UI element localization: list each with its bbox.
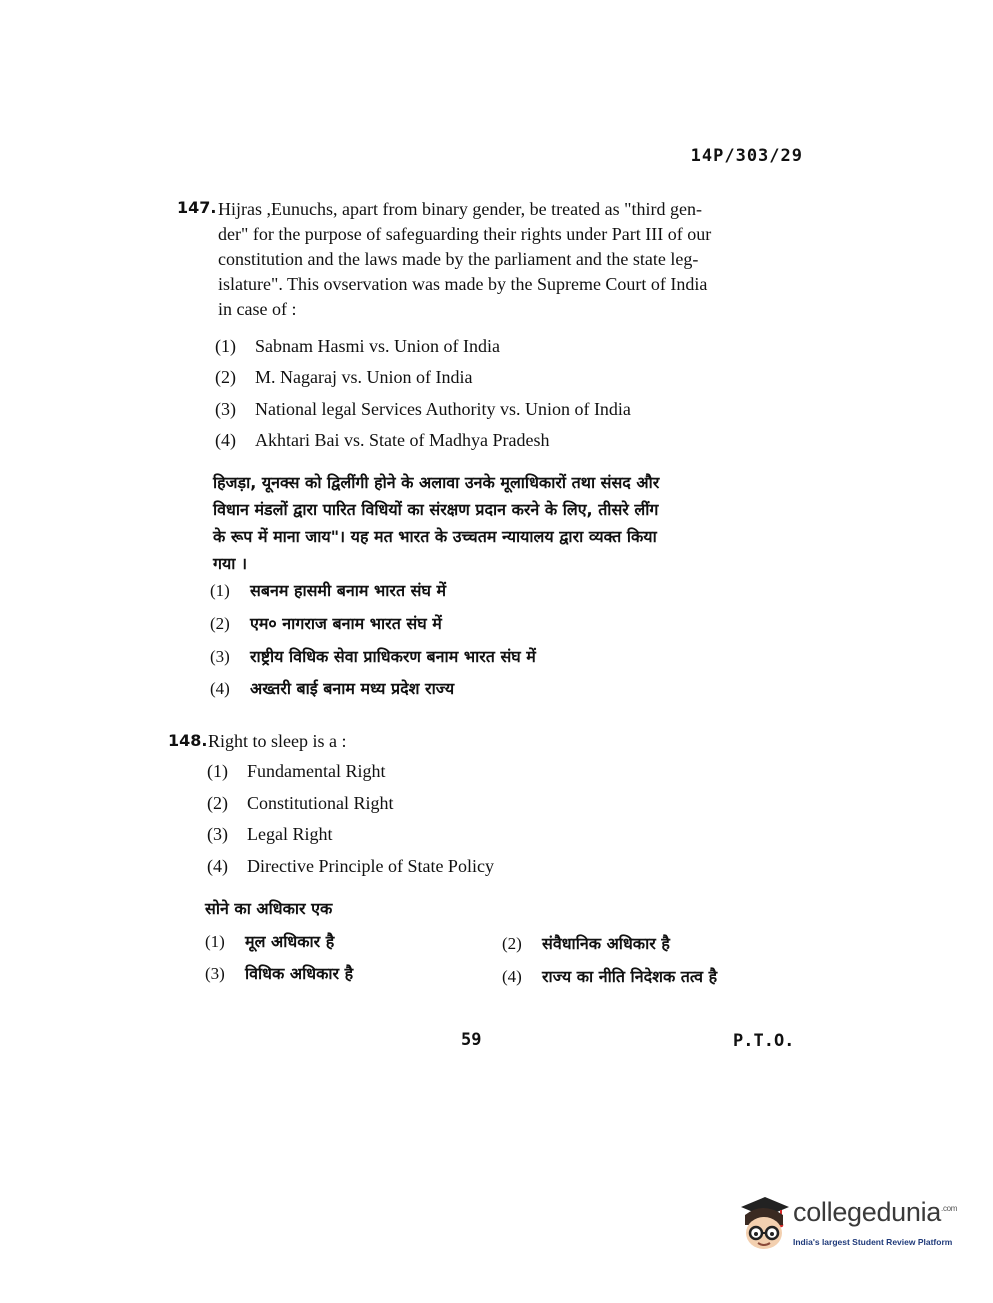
- page-number: 59: [461, 1030, 482, 1050]
- q147-hindi-option-1: (1) सबनम हासमी बनाम भारत संघ में: [210, 581, 447, 600]
- logo-brand-text: collegedunia$^{.com}$: [793, 1197, 958, 1227]
- q147-option-2: (2) M. Nagaraj vs. Union of India: [215, 367, 473, 387]
- q148-hindi-option-2: (2) संवैधानिक अधिकार है: [502, 934, 670, 953]
- q147-line: islature". This ovservation was made by the Supreme Court of India: [218, 274, 708, 294]
- q148-hindi-option-3: (3) विधिक अधिकार है: [205, 964, 354, 983]
- q147-hindi-option-2: (2) एम० नागराज बनाम भारत संघ में: [210, 614, 442, 633]
- q147-line: in case of :: [218, 299, 297, 319]
- q148-hindi-option-1: (1) मूल अधिकार है: [205, 932, 335, 951]
- q147-line: constitution and the laws made by the parliament and the state leg-: [218, 249, 699, 269]
- q148-option-1: (1) Fundamental Right: [207, 761, 386, 781]
- q147-option-1: (1) Sabnam Hasmi vs. Union of India: [215, 336, 500, 356]
- q147-option-3: (3) National legal Services Authority vs. Union of India: [215, 399, 631, 419]
- q147-hindi-option-4: (4) अख्तरी बाई बनाम मध्य प्रदेश राज्य: [210, 679, 455, 698]
- pto-label: P.T.O.: [733, 1031, 795, 1051]
- question-147-hindi: [213, 469, 813, 577]
- paper-code: 14P/303/29: [690, 146, 803, 166]
- question-147-number: 147.: [177, 198, 217, 217]
- mascot-icon: [735, 1193, 791, 1257]
- q148-option-3: (3) Legal Right: [207, 824, 333, 844]
- question-148-number: 148.: [168, 731, 208, 750]
- q147-hindi-line: विधान मंडलों द्वारा पारित विधियों का संरक्षण प्रदान करने के लिए, तीसरे लींग: [213, 500, 659, 519]
- collegedunia-logo: [735, 1193, 965, 1263]
- q148-hindi-option-4: (4) राज्य का नीति निदेशक तत्व है: [502, 967, 718, 986]
- logo-tagline: India's largest Student Review Platform: [793, 1237, 953, 1247]
- q147-hindi-line: गया ।: [213, 554, 248, 573]
- q147-hindi-option-3: (3) राष्ट्रीय विधिक सेवा प्राधिकरण बनाम भारत संघ में: [210, 647, 536, 666]
- q148-option-2: (2) Constitutional Right: [207, 793, 394, 813]
- q148-option-4: (4) Directive Principle of State Policy: [207, 856, 494, 876]
- q148-hindi-text: सोने का अधिकार एक: [205, 899, 333, 918]
- q147-line: Hijras ,Eunuchs, apart from binary gender, be treated as "third gen-: [218, 199, 702, 219]
- question-147-text: [218, 197, 818, 322]
- question-148-text: Right to sleep is a :: [208, 731, 347, 751]
- q147-hindi-line: हिजड़ा, यूनक्स को द्विलींगी होने के अलावा उनके मूलाधिकारों तथा संसद और: [213, 473, 660, 492]
- q147-hindi-line: के रूप में माना जाय"। यह मत भारत के उच्चतम न्यायालय द्वारा व्यक्त किया: [213, 527, 657, 546]
- q147-line: der" for the purpose of safeguarding their rights under Part III of our: [218, 224, 712, 244]
- q147-option-4: (4) Akhtari Bai vs. State of Madhya Pradesh: [215, 430, 550, 450]
